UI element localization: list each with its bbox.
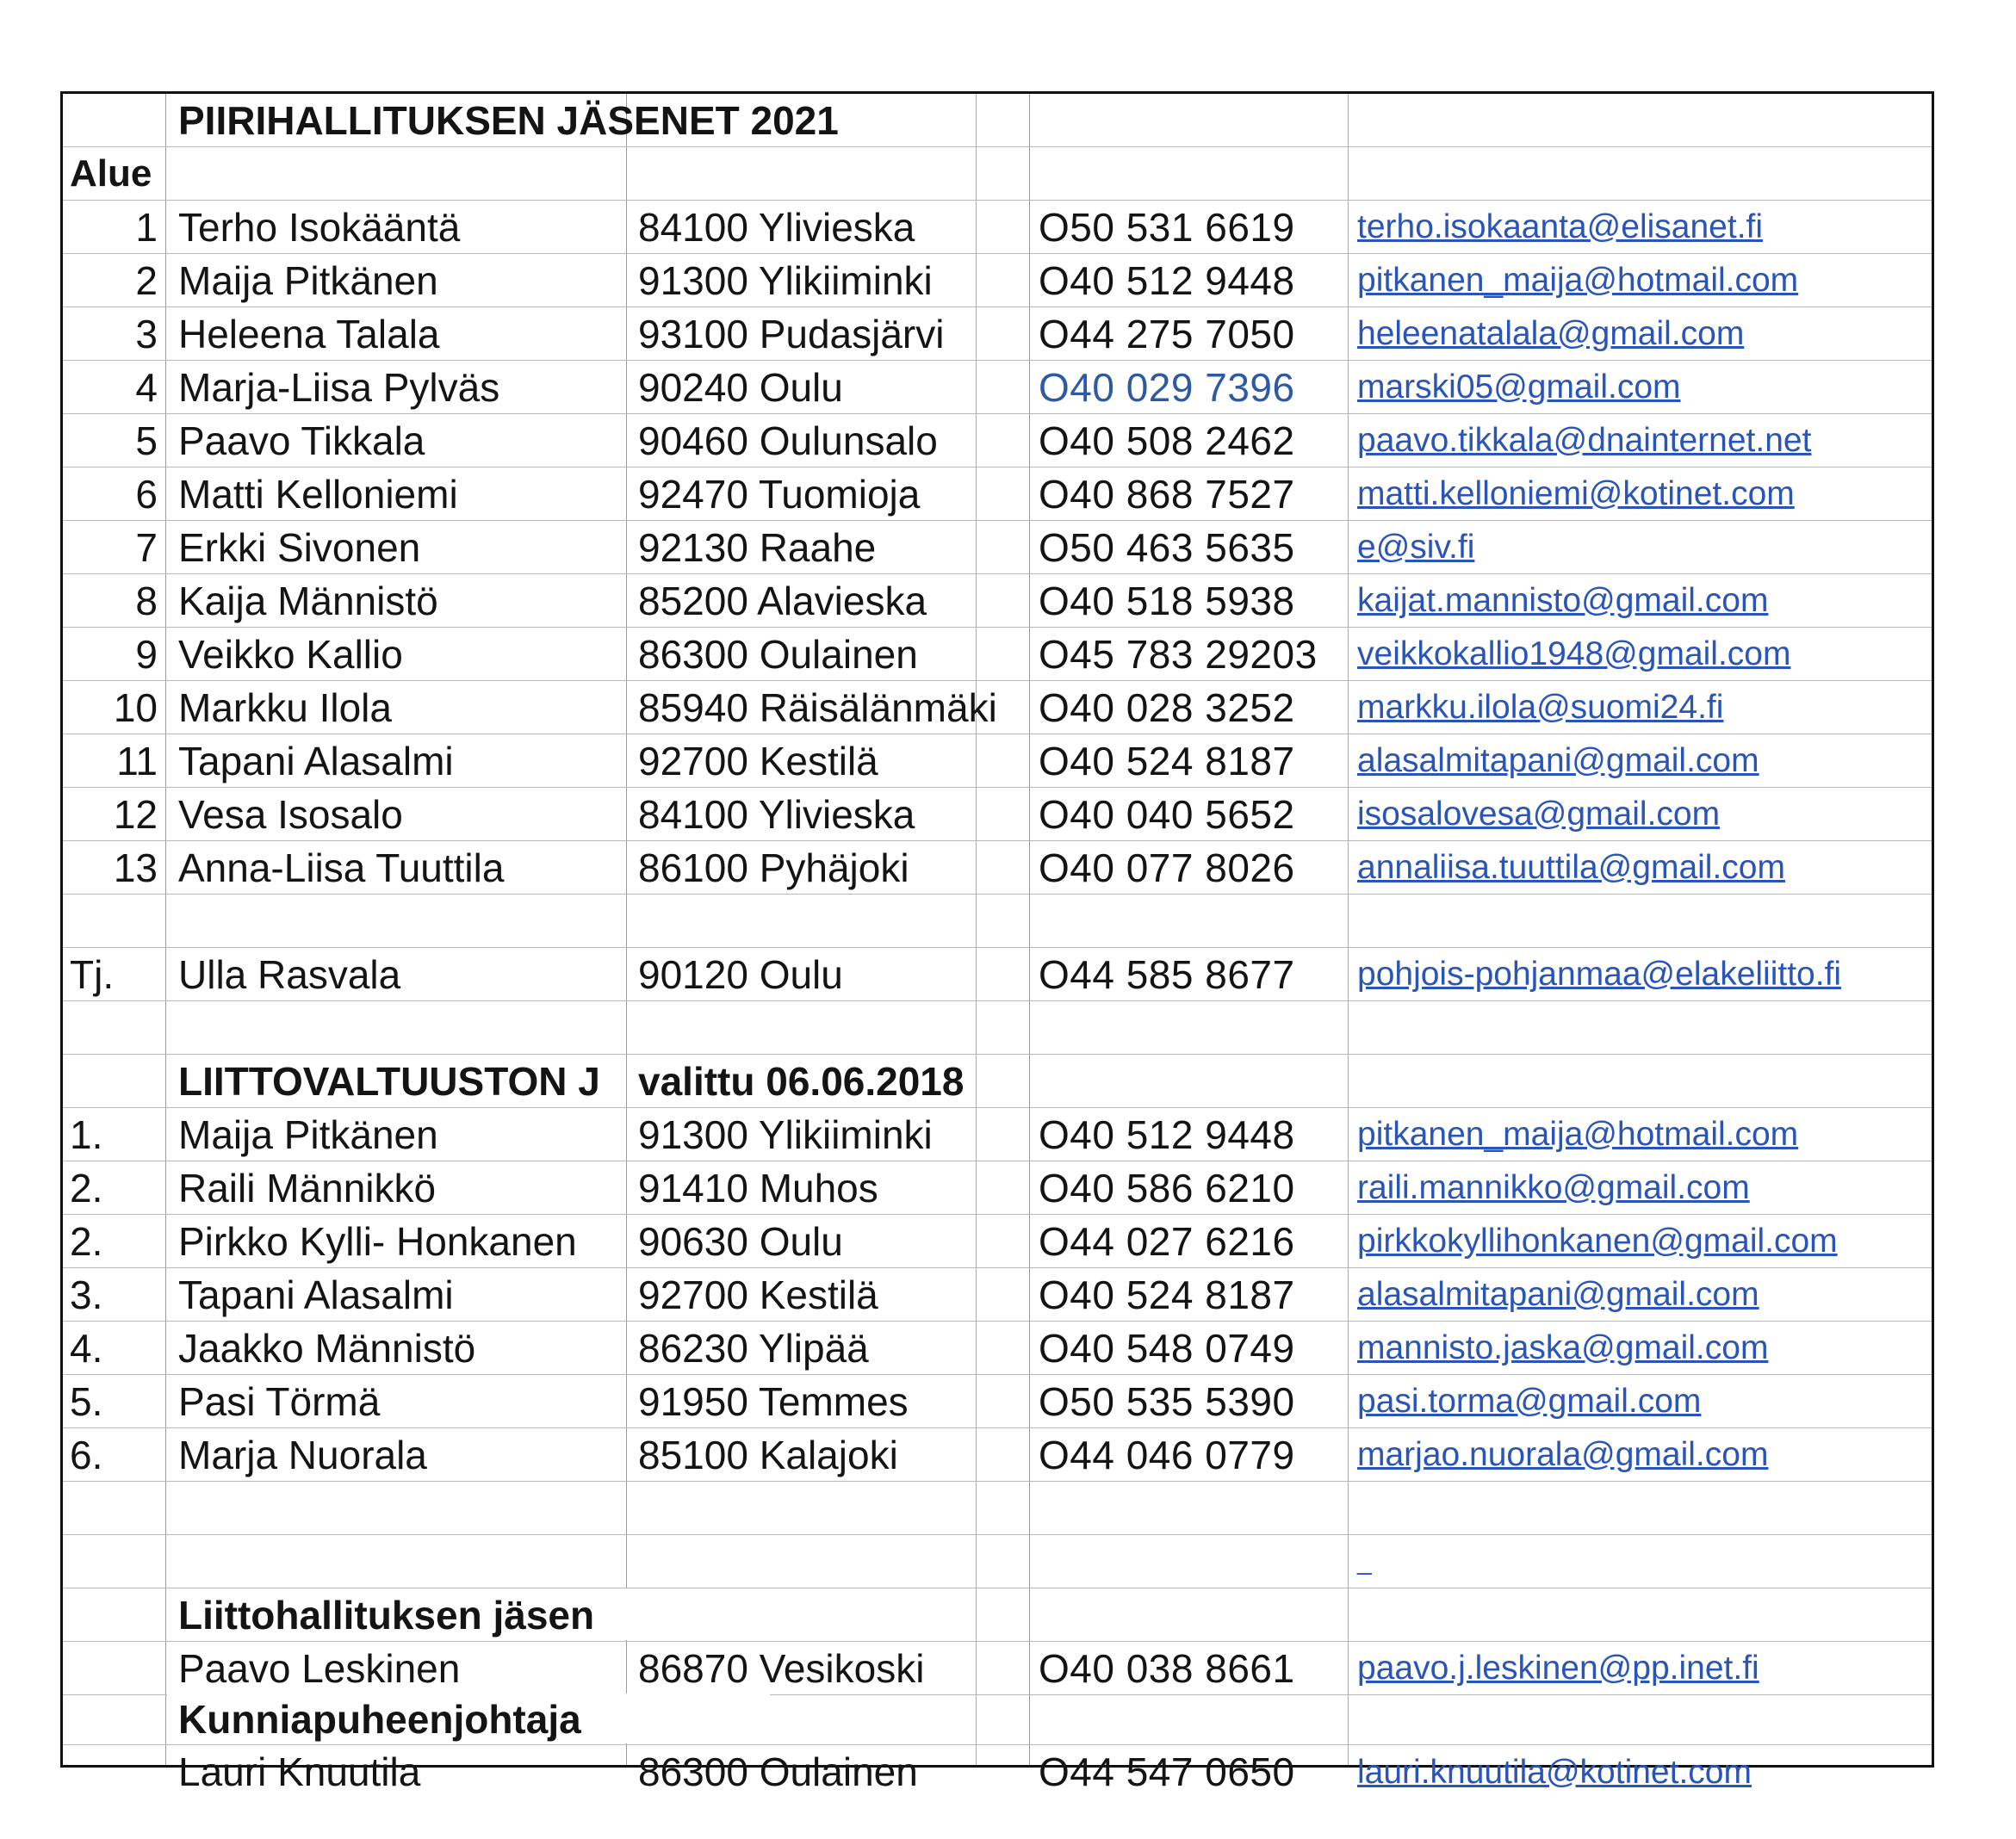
member-address: 90120 Oulu [638, 951, 843, 997]
member-address: 86230 Ylipää [638, 1325, 869, 1371]
member-phone: O40 586 6210 [1039, 1165, 1295, 1211]
member-email-link[interactable]: alasalmitapani@gmail.com [1357, 742, 1759, 779]
member-address: 92130 Raahe [638, 524, 877, 570]
council-elected-date: valittu 06.06.2018 [638, 1058, 965, 1104]
title-row [63, 94, 1932, 147]
member-name: Tapani Alasalmi [178, 738, 454, 783]
member-name: Heleena Talala [178, 311, 440, 356]
member-number: 3 [135, 311, 158, 356]
member-email-link[interactable]: markku.ilola@suomi24.fi [1357, 689, 1724, 726]
member-name: Vesa Isosalo [178, 791, 403, 837]
member-address: 86100 Pyhäjoki [638, 845, 909, 890]
page-title: PIIRIHALLITUKSEN JÄSENET 2021 [178, 97, 839, 143]
member-phone: O45 783 29203 [1039, 631, 1318, 677]
member-email [1350, 681, 1937, 734]
table-row [63, 681, 1932, 734]
member-email-link[interactable]: e@siv.fi [1357, 529, 1475, 566]
member-address: 92700 Kestilä [638, 738, 878, 783]
member-email-link[interactable]: kaijat.mannisto@gmail.com [1357, 582, 1769, 619]
member-email-link[interactable]: lauri.knuutila@kotinet.com [1357, 1753, 1752, 1791]
member-name: Marja-Liisa Pylväs [178, 364, 500, 410]
member-phone: O50 535 5390 [1039, 1378, 1295, 1424]
member-number: 12 [113, 791, 158, 837]
member-phone: O44 585 8677 [1039, 951, 1295, 997]
empty-row [63, 1535, 1932, 1588]
member-phone: O44 547 0650 [1039, 1749, 1295, 1794]
member-phone: O40 512 9448 [1039, 257, 1295, 303]
member-name: Raili Männikkö [178, 1165, 437, 1211]
member-address: 86300 Oulainen [638, 1749, 918, 1794]
member-email [1350, 1268, 1937, 1321]
member-number: 13 [113, 845, 158, 890]
member-email [1350, 361, 1937, 413]
council-heading: LIITTOVALTUUSTON J [178, 1058, 600, 1104]
member-name: Maija Pitkänen [178, 1111, 438, 1157]
member-number: 6 [135, 471, 158, 517]
honorary-heading: Kunniapuheenjohtaja [178, 1696, 581, 1742]
honorary-member-row [63, 1745, 1932, 1799]
member-email-link[interactable]: alasalmitapani@gmail.com [1357, 1276, 1759, 1313]
member-name: Ulla Rasvala [178, 951, 401, 997]
table-row [63, 467, 1932, 521]
member-email-link[interactable]: annaliisa.tuuttila@gmail.com [1357, 849, 1785, 886]
member-number: 6. [70, 1432, 103, 1477]
empty-row [63, 895, 1932, 948]
member-name: Pasi Törmä [178, 1378, 381, 1424]
table-row [63, 521, 1932, 574]
table-row [63, 841, 1932, 895]
member-email-link[interactable]: terho.isokaanta@elisanet.fi [1357, 208, 1764, 245]
member-email [1350, 254, 1937, 306]
member-email-link[interactable]: pitkanen_maija@hotmail.com [1357, 1116, 1799, 1153]
director-label: Tj. [70, 951, 115, 997]
member-phone: O44 275 7050 [1039, 311, 1295, 356]
table-row [63, 788, 1932, 841]
table-row [63, 734, 1932, 788]
member-name: Erkki Sivonen [178, 524, 421, 570]
member-name: Matti Kelloniemi [178, 471, 458, 517]
member-phone: O50 531 6619 [1039, 204, 1295, 250]
member-number: 1 [135, 204, 158, 250]
member-name: Anna-Liisa Tuuttila [178, 845, 505, 890]
member-number: 4. [70, 1325, 103, 1371]
member-email-link[interactable]: matti.kelloniemi@kotinet.com [1357, 475, 1795, 512]
member-email-link[interactable]: paavo.j.leskinen@pp.inet.fi [1357, 1650, 1759, 1687]
table-row [63, 361, 1932, 414]
member-email [1350, 734, 1937, 787]
member-email-link[interactable]: pirkkokyllihonkanen@gmail.com [1357, 1223, 1838, 1260]
member-phone: O50 463 5635 [1039, 524, 1295, 570]
member-address: 93100 Pudasjärvi [638, 311, 945, 356]
member-name: Kaija Männistö [178, 578, 438, 623]
member-address: 85100 Kalajoki [638, 1432, 898, 1477]
member-number: 8 [135, 578, 158, 623]
empty-row [63, 1001, 1932, 1055]
member-address: 91300 Ylikiiminki [638, 257, 933, 303]
member-email [1350, 1375, 1937, 1427]
member-email-link[interactable]: pasi.torma@gmail.com [1357, 1383, 1702, 1420]
member-email [1350, 1215, 1937, 1267]
member-name: Paavo Leskinen [178, 1645, 461, 1691]
table-row [63, 1428, 1932, 1482]
member-number: 5 [135, 418, 158, 463]
member-number: 10 [113, 684, 158, 730]
member-address: 91950 Temmes [638, 1378, 909, 1424]
table-row [63, 1215, 1932, 1268]
member-phone: O40 077 8026 [1039, 845, 1295, 890]
table-row [63, 574, 1932, 628]
member-phone: O44 046 0779 [1039, 1432, 1295, 1477]
member-email [1350, 1108, 1937, 1161]
federation-member-row [63, 1642, 1932, 1695]
member-phone: O40 524 8187 [1039, 1272, 1295, 1317]
member-phone: O40 548 0749 [1039, 1325, 1295, 1371]
member-name: Pirkko Kylli- Honkanen [178, 1218, 577, 1264]
member-phone: O40 028 3252 [1039, 684, 1295, 730]
member-phone: O40 524 8187 [1039, 738, 1295, 783]
member-email [1350, 841, 1937, 894]
member-name: Maija Pitkänen [178, 257, 438, 303]
member-email [1350, 574, 1937, 627]
member-number: 4 [135, 364, 158, 410]
stray-mark: _ [1357, 1546, 1372, 1576]
header-row [63, 147, 1932, 201]
member-address: 85200 Alavieska [638, 578, 927, 623]
member-number: 9 [135, 631, 158, 677]
member-email-link[interactable]: heleenatalala@gmail.com [1357, 315, 1745, 352]
member-phone: O40 029 7396 [1039, 364, 1295, 410]
table-row [63, 1108, 1932, 1161]
member-name: Markku Ilola [178, 684, 392, 730]
table-row [63, 1322, 1932, 1375]
member-email-link[interactable]: raili.mannikko@gmail.com [1357, 1169, 1750, 1206]
member-address: 86300 Oulainen [638, 631, 918, 677]
member-email [1350, 201, 1937, 253]
member-email [1350, 307, 1937, 360]
member-email-link[interactable]: marski05@gmail.com [1357, 368, 1681, 406]
member-number: 5. [70, 1378, 103, 1424]
empty-row [63, 1482, 1932, 1535]
member-phone: O44 027 6216 [1039, 1218, 1295, 1264]
table-row [63, 201, 1932, 254]
member-email-link[interactable]: marjao.nuorala@gmail.com [1357, 1436, 1769, 1473]
member-table [60, 91, 1934, 1794]
director-row [63, 948, 1932, 1001]
member-address: 91410 Muhos [638, 1165, 878, 1211]
table-row [63, 1268, 1932, 1322]
member-email [1350, 788, 1937, 840]
member-address: 86870 Vesikoski [638, 1645, 925, 1691]
member-number: 2. [70, 1165, 103, 1211]
member-phone: O40 508 2462 [1039, 418, 1295, 463]
member-email [1350, 467, 1937, 520]
member-number: 11 [116, 738, 158, 783]
member-phone: O40 038 8661 [1039, 1645, 1295, 1691]
table-row [63, 1375, 1932, 1428]
member-phone: O40 040 5652 [1039, 791, 1295, 837]
member-email [1350, 521, 1937, 573]
member-name: Lauri Knuutila [178, 1749, 421, 1794]
member-name: Terho Isokääntä [178, 204, 461, 250]
member-address: 85940 Räisälänmäki [638, 684, 997, 730]
member-number: 1. [70, 1111, 103, 1157]
member-phone: O40 518 5938 [1039, 578, 1295, 623]
table-row [63, 307, 1932, 361]
member-address: 84100 Ylivieska [638, 204, 915, 250]
member-number: 2 [135, 257, 158, 303]
table-row [63, 1161, 1932, 1215]
member-number: 3. [70, 1272, 103, 1317]
member-email-link[interactable]: isosalovesa@gmail.com [1357, 796, 1721, 833]
member-phone: O40 868 7527 [1039, 471, 1295, 517]
federation-board-heading: Liittohallituksen jäsen [178, 1592, 595, 1638]
honorary-heading-row [63, 1693, 1932, 1745]
member-email [1350, 628, 1937, 680]
table-row [63, 254, 1932, 307]
member-address: 84100 Ylivieska [638, 791, 915, 837]
member-name: Veikko Kallio [178, 631, 403, 677]
member-address: 91300 Ylikiiminki [638, 1111, 933, 1157]
member-email-link[interactable]: veikkokallio1948@gmail.com [1357, 635, 1791, 672]
member-email [1350, 1161, 1937, 1214]
member-email [1350, 1322, 1937, 1374]
table-row [63, 628, 1932, 681]
member-email [1350, 414, 1937, 467]
member-address: 92470 Tuomioja [638, 471, 921, 517]
alue-label: Alue [70, 152, 152, 195]
member-address: 92700 Kestilä [638, 1272, 878, 1317]
member-email-link[interactable]: mannisto.jaska@gmail.com [1357, 1329, 1769, 1366]
member-number: 2. [70, 1218, 103, 1264]
table-row [63, 414, 1932, 467]
member-email-link[interactable]: pitkanen_maija@hotmail.com [1357, 262, 1799, 299]
member-name: Tapani Alasalmi [178, 1272, 454, 1317]
member-number: 7 [135, 524, 158, 570]
member-phone: O40 512 9448 [1039, 1111, 1295, 1157]
member-email-link[interactable]: paavo.tikkala@dnainternet.net [1357, 422, 1812, 459]
member-name: Marja Nuorala [178, 1432, 427, 1477]
member-email [1350, 1428, 1937, 1481]
federation-heading-row [63, 1588, 1932, 1642]
council-heading-row [63, 1055, 1932, 1108]
member-address: 90460 Oulunsalo [638, 418, 938, 463]
member-name: Jaakko Männistö [178, 1325, 476, 1371]
member-address: 90240 Oulu [638, 364, 843, 410]
member-name: Paavo Tikkala [178, 418, 425, 463]
member-address: 90630 Oulu [638, 1218, 843, 1264]
member-email-link[interactable]: pohjois-pohjanmaa@elakeliitto.fi [1357, 956, 1842, 993]
